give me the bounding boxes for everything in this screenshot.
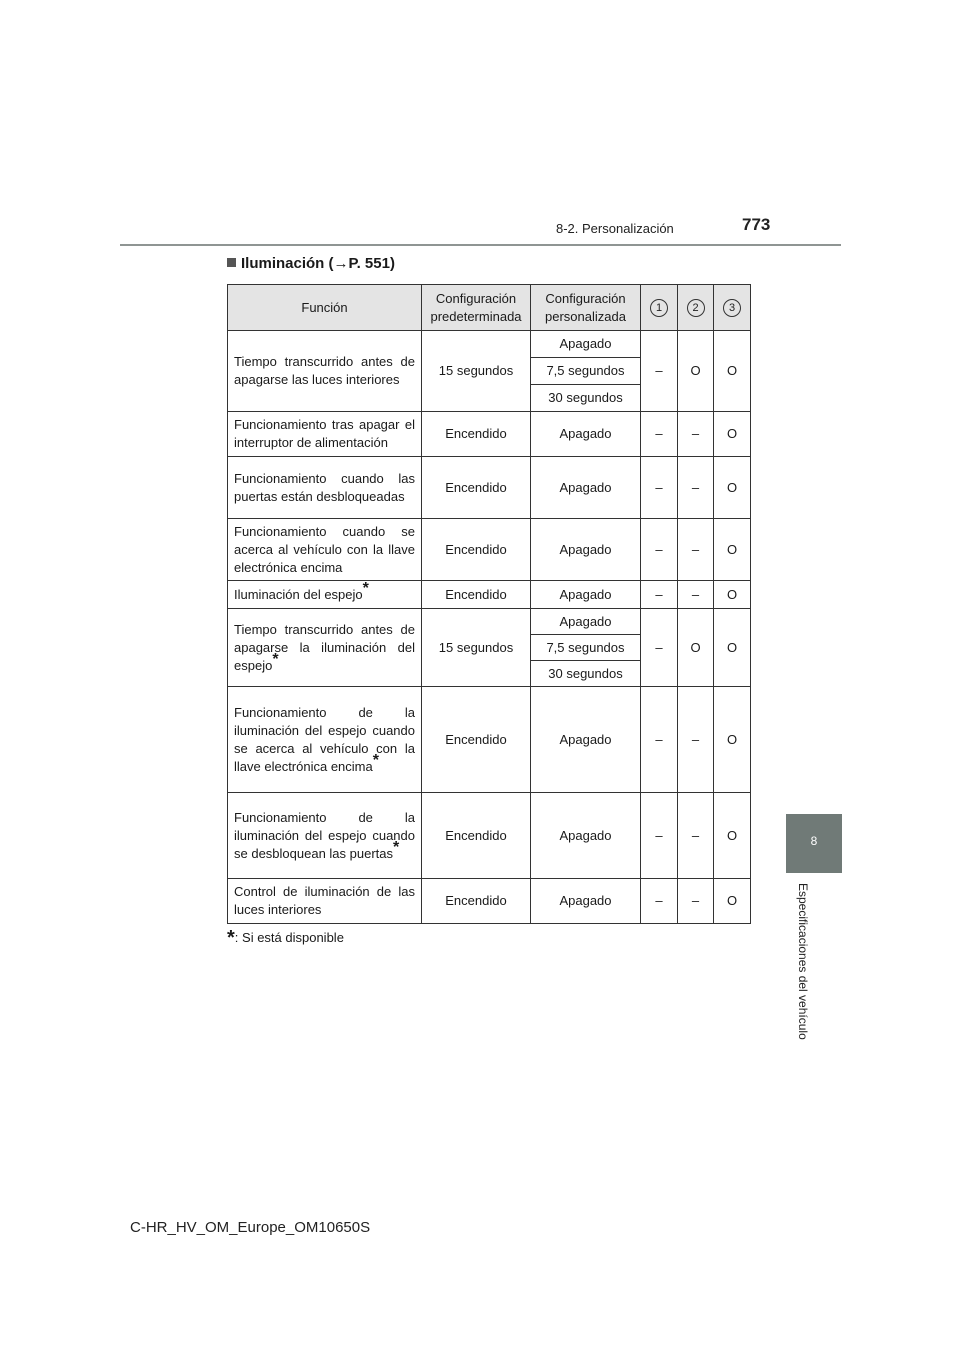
settings-table [227, 284, 751, 924]
row-default: Encendido [422, 519, 531, 581]
row-mark-2: O [678, 331, 714, 412]
row-mark-2: – [678, 793, 714, 879]
page-number: 773 [742, 215, 771, 234]
row-mark-3: O [714, 331, 751, 412]
row-function: Funcionamiento tras apagar el interruptor de alimentación [228, 412, 422, 457]
header-function: Función [228, 285, 422, 331]
row-function [228, 609, 422, 687]
row-custom: Apagado [531, 519, 641, 581]
row-default: Encendido [422, 457, 531, 519]
footnote-asterisk: * [372, 751, 379, 769]
footnote-text: : Si está disponible [234, 930, 344, 945]
row-mark-2: – [678, 412, 714, 457]
row-mark-1: – [641, 609, 678, 687]
table-row [228, 879, 751, 924]
header-default: Configuración predeterminada [422, 285, 531, 331]
section-title [227, 255, 395, 272]
row-custom-option: 7,5 segundos [531, 635, 641, 661]
row-mark-3: O [714, 457, 751, 519]
row-mark-1: – [641, 331, 678, 412]
row-custom-option: Apagado [531, 609, 641, 635]
arrow-right-icon: → [333, 255, 349, 272]
row-function: Tiempo transcurrido antes de apagarse las luces interiores [228, 331, 422, 412]
circled-number-3-icon: 3 [723, 299, 741, 317]
row-function-text: Iluminación del espejo [234, 586, 363, 602]
table-row [228, 609, 751, 635]
table-row [228, 457, 751, 519]
footnote-asterisk: * [393, 838, 400, 856]
row-default: 15 segundos [422, 609, 531, 687]
row-mark-1: – [641, 793, 678, 879]
row-mark-1: – [641, 581, 678, 609]
document-id: C-HR_HV_OM_Europe_OM10650S [130, 1219, 371, 1236]
row-function [228, 687, 422, 793]
row-function [228, 793, 422, 879]
row-default: Encendido [422, 412, 531, 457]
row-custom: Apagado [531, 793, 641, 879]
circled-number-2-icon: 2 [687, 299, 705, 317]
table-row [228, 581, 751, 609]
row-mark-1: – [641, 457, 678, 519]
section-title-text: Iluminación ( [241, 255, 334, 272]
row-mark-2: – [678, 581, 714, 609]
row-default: Encendido [422, 879, 531, 924]
row-mark-3: O [714, 412, 751, 457]
row-function-text: Funcionamiento de la iluminación del espejo cuando se acerca al vehículo con la llave electrónica encima [234, 704, 415, 774]
row-mark-3: O [714, 609, 751, 687]
row-mark-2: – [678, 457, 714, 519]
table-row [228, 412, 751, 457]
row-default: 15 segundos [422, 331, 531, 412]
header-divider [120, 244, 841, 246]
circled-number-1-icon: 1 [650, 299, 668, 317]
footnote [227, 927, 344, 950]
footnote-asterisk: * [272, 650, 279, 668]
header-custom: Configuración personalizada [531, 285, 641, 331]
row-custom: Apagado [531, 687, 641, 793]
row-mark-2: – [678, 519, 714, 581]
square-bullet-icon [227, 258, 236, 267]
header-section-title: 8-2. Personalización [556, 221, 674, 236]
chapter-tab [786, 814, 842, 873]
row-custom: Apagado [531, 581, 641, 609]
row-mark-3: O [714, 793, 751, 879]
row-function: Funcionamiento cuando las puertas están desbloqueadas [228, 457, 422, 519]
row-mark-1: – [641, 879, 678, 924]
row-custom-option: 30 segundos [531, 661, 641, 687]
row-mark-2: O [678, 609, 714, 687]
section-page-ref: P. 551) [348, 255, 395, 272]
row-mark-1: – [641, 412, 678, 457]
footnote-asterisk-marker: * [227, 927, 235, 949]
footnote-asterisk: * [362, 579, 369, 597]
row-mark-1: – [641, 687, 678, 793]
row-mark-3: O [714, 879, 751, 924]
row-mark-3: O [714, 519, 751, 581]
chapter-number: 8 [810, 834, 818, 848]
table-row [228, 519, 751, 581]
row-mark-2: – [678, 687, 714, 793]
row-custom: Apagado [531, 879, 641, 924]
table-row [228, 687, 751, 793]
chapter-label: Especificaciones del vehículo [796, 883, 810, 1040]
row-function-text: Tiempo transcurrido antes de apagarse la iluminación del espejo [234, 621, 415, 673]
row-function: Funcionamiento cuando se acerca al vehículo con la llave electrónica encima [228, 519, 422, 581]
row-mark-2: – [678, 879, 714, 924]
row-mark-3: O [714, 581, 751, 609]
row-default: Encendido [422, 793, 531, 879]
row-default: Encendido [422, 687, 531, 793]
row-mark-3: O [714, 687, 751, 793]
row-custom: Apagado [531, 412, 641, 457]
table-header-row [228, 285, 751, 331]
row-custom: Apagado [531, 457, 641, 519]
row-function-text: Funcionamiento de la iluminación del espejo cuando se desbloquean las puertas [234, 809, 415, 861]
table-row [228, 793, 751, 879]
row-function: Control de iluminación de las luces interiores [228, 879, 422, 924]
row-mark-1: – [641, 519, 678, 581]
row-custom-option: 30 segundos [531, 385, 641, 412]
row-default: Encendido [422, 581, 531, 609]
row-custom-option: Apagado [531, 331, 641, 358]
row-function [228, 581, 422, 609]
row-custom-option: 7,5 segundos [531, 358, 641, 385]
table-row [228, 331, 751, 358]
